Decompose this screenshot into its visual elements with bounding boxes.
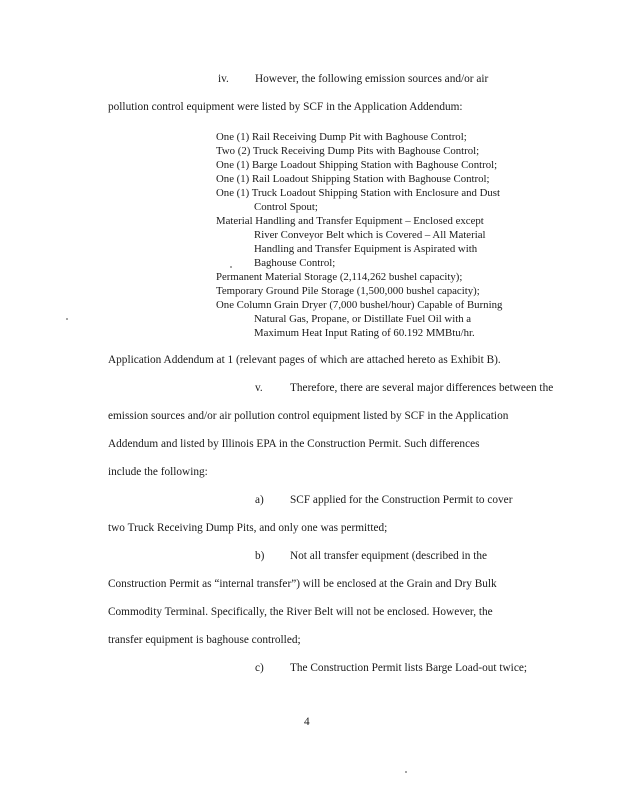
sub-a-line-2: two Truck Receiving Dump Pits, and only one was permitted; <box>108 522 388 534</box>
list-item: One (1) Truck Loadout Shipping Station with Enclosure and Dust <box>216 187 500 199</box>
list-item: One Column Grain Dryer (7,000 bushel/hour) Capable of Burning <box>216 299 503 311</box>
scan-speck <box>230 266 232 268</box>
list-item: Material Handling and Transfer Equipment – Enclosed except <box>216 215 484 227</box>
list-item: Two (2) Truck Receiving Dump Pits with Baghouse Control; <box>216 145 480 157</box>
para-iv-line-1: However, the following emission sources and/or air <box>255 73 489 85</box>
para-iv-marker: iv. <box>218 73 229 85</box>
sub-b-marker: b) <box>255 550 265 562</box>
para-iv-line-2: pollution control equipment were listed by SCF in the Application Addendum: <box>108 101 463 113</box>
sub-a-line-1: SCF applied for the Construction Permit to cover <box>290 494 513 506</box>
para-v-line-1: Therefore, there are several major differences between the <box>290 382 554 394</box>
sub-a-marker: a) <box>255 494 264 506</box>
list-item-continuation: Natural Gas, Propane, or Distillate Fuel Oil with a <box>254 313 472 325</box>
list-item: Temporary Ground Pile Storage (1,500,000 bushel capacity); <box>216 285 480 297</box>
scan-speck <box>405 771 407 773</box>
citation-line: Application Addendum at 1 (relevant pages of which are attached hereto as Exhibit B). <box>108 354 501 366</box>
para-v-line-3: Addendum and listed by Illinois EPA in the Construction Permit. Such differences <box>108 438 480 450</box>
list-item-continuation: Maximum Heat Input Rating of 60.192 MMBtu/hr. <box>254 327 475 339</box>
para-v-marker: v. <box>255 382 263 394</box>
list-item: One (1) Rail Loadout Shipping Station with Baghouse Control; <box>216 173 490 185</box>
sub-b-line-4: transfer equipment is baghouse controlled; <box>108 634 301 646</box>
sub-c-marker: c) <box>255 662 264 674</box>
sub-b-line-3: Commodity Terminal. Specifically, the River Belt will not be enclosed. However, the <box>108 606 493 618</box>
scan-speck <box>66 318 68 320</box>
para-v-line-2: emission sources and/or air pollution control equipment listed by SCF in the Application <box>108 410 509 422</box>
sub-b-line-2: Construction Permit as “internal transfer”) will be enclosed at the Grain and Dry Bulk <box>108 578 497 590</box>
list-item-continuation: Handling and Transfer Equipment is Aspirated with <box>254 243 478 255</box>
para-v-line-4: include the following: <box>108 466 208 478</box>
sub-c-line-1: The Construction Permit lists Barge Load-out twice; <box>290 662 527 674</box>
list-item: One (1) Rail Receiving Dump Pit with Baghouse Control; <box>216 131 467 143</box>
list-item: Permanent Material Storage (2,114,262 bushel capacity); <box>216 271 463 283</box>
list-item-continuation: River Conveyor Belt which is Covered – All Material <box>254 229 486 241</box>
sub-b-line-1: Not all transfer equipment (described in the <box>290 550 488 562</box>
list-item-continuation: Baghouse Control; <box>254 257 336 269</box>
list-item: One (1) Barge Loadout Shipping Station with Baghouse Control; <box>216 159 498 171</box>
list-item-continuation: Control Spout; <box>254 201 318 213</box>
page-number: 4 <box>304 716 310 728</box>
